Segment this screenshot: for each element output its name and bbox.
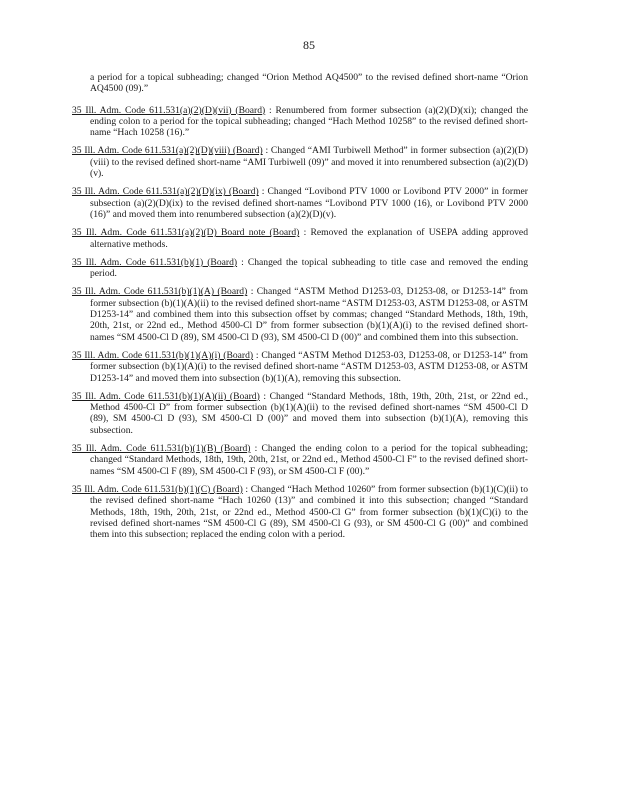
amendment-entry xyxy=(72,390,528,436)
document-body xyxy=(72,72,528,547)
amendment-entry xyxy=(72,483,529,541)
code-reference: 35 Ill. Adm. Code 611.531(a)(2)(D) Board note (Board) xyxy=(72,227,300,239)
amendment-entry xyxy=(72,145,529,180)
entry-text: : Changed “ASTM Method D1253-03, D1253-08, or D1253-14” from former subsection (b)(1)(A)(i) to the revised defined short-name “ASTM D1253-03, ASTM D1253-08, or ASTM D1253-14” and moved them into subsection (b)(1)(A), removing this subsection. xyxy=(90,349,528,384)
entry-text: : Changed “ASTM Method D1253-03, D1253-08, or D1253-14” from former subsection (b)(1)(A)(ii) to the revised defined short-name “ASTM D1253-03, ASTM D1253-08, or ASTM D1253-14” and combined them into this subsection offset by commas; changed “Standard Methods, 18th, 19th, 20th, 21st, or 22nd ed., Method 4500-Cl D” from former subsection (b)(1)(A)(i) to the revised defined short-names “SM 4500-Cl D (89), SM 4500-Cl D (93), SM 4500-Cl D (00)” and combined them into this subsection. xyxy=(90,286,528,343)
amendment-entry xyxy=(72,186,529,220)
code-reference: 35 Ill. Adm. Code 611.531(b)(1)(A)(i) (Board) xyxy=(72,349,254,361)
amendment-entry xyxy=(72,256,528,280)
code-reference: 35 Ill. Adm. Code 611.531(b)(1) (Board) xyxy=(72,256,238,268)
amendment-entry xyxy=(72,227,528,250)
code-reference: 35 Ill. Adm. Code 611.531(a)(2)(D)(viii) (Board) xyxy=(72,145,263,157)
entry-text: : Changed “Hach Method 10260” from former subsection (b)(1)(C)(ii) to the revised defined short-name “Hach 10260 (13)” and combined it into this subsection; changed “Standard Methods, 18th, 19th, 20th, 21st, or 22nd ed., Method 4500-Cl G” from former subsection (b)(1)(C)(i) to the revised defined short-names “SM 4500-Cl G (89), SM 4500-Cl G (93), or SM 4500-Cl G (00)” and combined them into this subsection; replaced the ending colon with a period. xyxy=(90,483,529,541)
code-reference: 35 Ill. Adm. Code 611.531(b)(1)(A)(ii) (Board) xyxy=(72,390,260,402)
amendment-entry xyxy=(72,286,528,343)
entry-text: : Renumbered from former subsection (a)(2)(D)(xi); changed the ending colon to a period for the topical subheading; changed “Hach Method 10258” to the revised defined short-name “Hach 10258 (16).” xyxy=(90,104,528,139)
entry-text: : Removed the explanation of USEPA adding approved alternative methods. xyxy=(90,227,528,250)
intro-paragraph: a period for a topical subheading; changed “Orion Method AQ4500” to the revised defined short-name “Orion AQ4500 (09).” xyxy=(90,72,528,95)
page-number: 85 xyxy=(303,38,315,52)
code-reference: 35 Ill. Adm. Code 611.531(b)(1)(A) (Board) xyxy=(72,286,248,298)
amendment-entry xyxy=(72,443,529,477)
code-reference: 35 Ill. Adm. Code 611.531(b)(1)(B) (Board) xyxy=(72,443,251,455)
entry-text: : Changed “Standard Methods, 18th, 19th, 20th, 21st, or 22nd ed., Method 4500-Cl D” from former subsection (b)(1)(A)(ii) to the revised defined short-names “SM 4500-Cl D (89), SM 4500-Cl D (93), SM 4500-Cl D (00)” and moved them into subsection (b)(1)(A), removing this subsection. xyxy=(90,390,528,436)
entry-text: : Changed “AMI Turbiwell Method” in former subsection (a)(2)(D)(viii) to the revised defined short-name “AMI Turbiwell (09)” and moved it into renumbered subsection (a)(2)(D)(v). xyxy=(90,145,529,180)
code-reference: 35 Ill. Adm. Code 611.531(b)(1)(C) (Board) xyxy=(72,483,243,495)
code-reference: 35 Ill. Adm. Code 611.531(a)(2)(D)(vii) (Board) xyxy=(72,104,266,116)
amendment-entry xyxy=(72,104,528,139)
code-reference: 35 Ill. Adm. Code 611.531(a)(2)(D)(ix) (Board) xyxy=(72,186,259,198)
entry-text: : Changed the topical subheading to title case and removed the ending period. xyxy=(90,256,528,280)
entry-text: : Changed “Lovibond PTV 1000 or Lovibond PTV 2000” in former subsection (a)(2)(D)(ix) to the revised defined short-names “Lovibond PTV 1000 (16), or Lovibond PTV 2000 (16)” and moved them into renumbered subsection (a)(2)(D)(v). xyxy=(90,186,529,220)
amendment-entry xyxy=(72,349,528,384)
entry-text: : Changed the ending colon to a period for the topical subheading; changed “Standard Methods, 18th, 19th, 20th, 21st, or 22nd ed., Method 4500-Cl F” to the revised defined short-names “SM 4500-Cl F (89), SM 4500-Cl F (93), or SM 4500-Cl F (00).” xyxy=(90,443,529,477)
